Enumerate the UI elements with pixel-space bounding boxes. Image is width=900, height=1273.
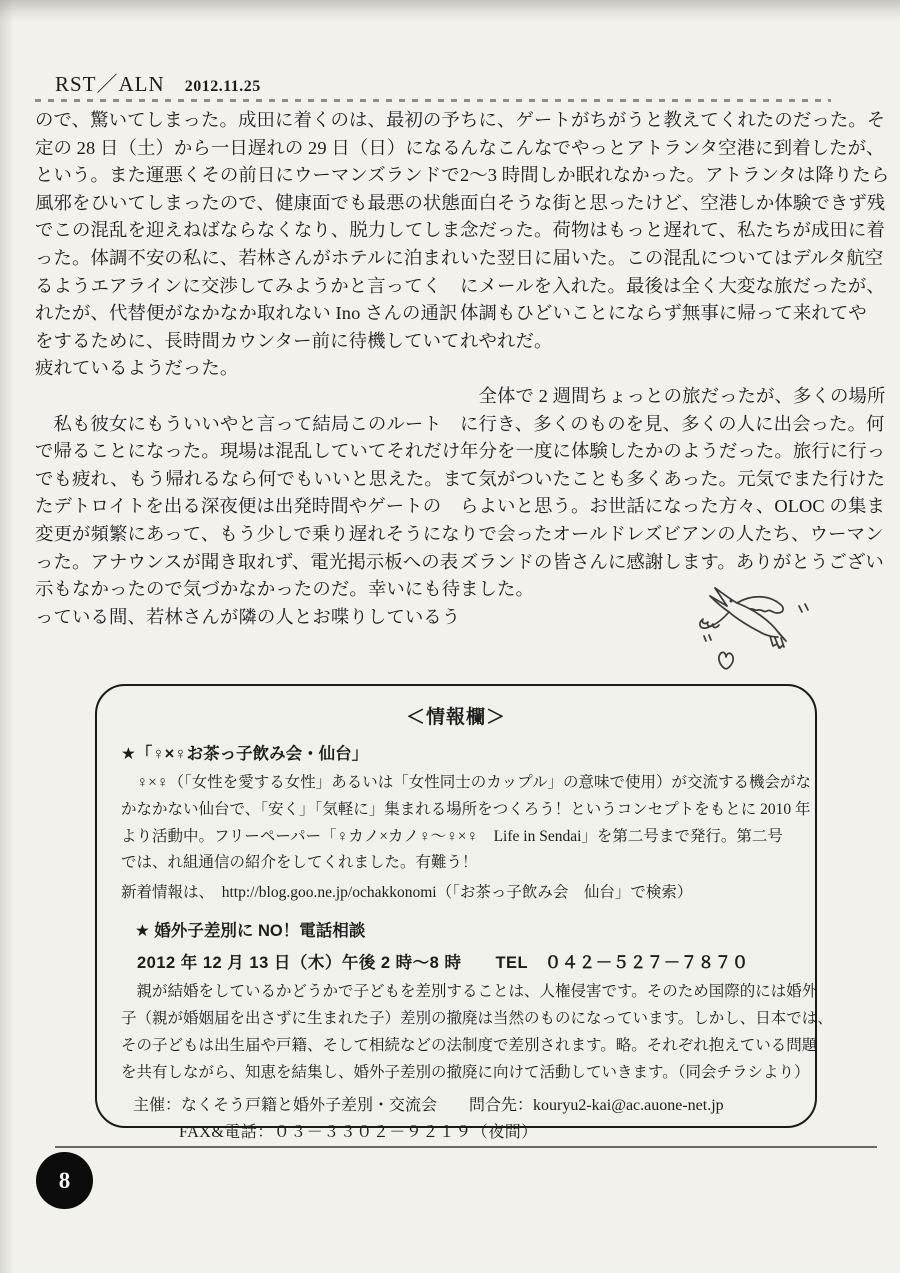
text-line: った。アナウンスが聞き取れず、電光掲示板への表 (35, 551, 459, 572)
text-line: っている間、若林さんが隣の人とお喋りしているう (35, 606, 461, 627)
text-line: を共有しながら、知恵を結集し、婚外子差別の撤廃に向けて活動していきます。（同会チラシより） (121, 1063, 810, 1081)
text-line: 風邪をひいてしまったので、健康面でも最悪の状態 (35, 192, 460, 213)
text-line: でこの混乱を迎えねばならなくなり、脱力してしま (35, 220, 461, 241)
info-box-title: ＜情報欄＞ (405, 707, 506, 728)
text-line: 子（親が婚姻届を出さずに生まれた子）差別の撤廃は当然のものになっています。しかし、日本では、 (121, 1009, 833, 1027)
text-line: 念だった。荷物はもっと遅れて、私たちが成田に着 (460, 220, 885, 241)
section2-organizer-contact: 主催：なくそう戸籍と婚外子差別・交流会 問合先：kouryu2-kai@ac.auone-net.jp (133, 1097, 724, 1115)
text-line (460, 355, 890, 383)
text-line: ました。 (460, 579, 534, 600)
text-line: 2〜3 時間しか眠れなかった。アトランタは降りたら (460, 165, 890, 186)
text-line: という。また運悪くその前日にウーマンズランドで (35, 165, 460, 186)
section2-datetime-tel: 2012 年 12 月 13 日（木）午後 2 時〜8 時 TEL ０４２－５２７－７８７０ (137, 954, 749, 973)
text-line: 全体で 2 週間ちょっとの旅だったが、多くの場所 (460, 385, 886, 406)
text-line: いた翌日に届いた。この混乱についてはデルタ航空 (460, 247, 884, 268)
text-line: 示もなかったので気づかなかったのだ。幸いにも待 (35, 579, 461, 600)
page-number: 8 (58, 1167, 71, 1193)
article-column-right (460, 107, 890, 604)
newsletter-brand: RST／ALN (55, 72, 165, 96)
text-line: 面白そうな街と思ったけど、空港しか体験できず残 (460, 192, 886, 213)
page-number-badge (36, 1152, 93, 1209)
masthead (55, 68, 261, 98)
text-line: 疲れているようだった。 (35, 358, 239, 379)
section1-heading: ★「♀×♀お茶っ子飲み会・仙台」 (121, 745, 369, 763)
text-line: 私も彼女にもういいやと言って結局このルート (35, 413, 442, 434)
text-line: るようエアラインに交渉してみようかと言ってく (35, 275, 442, 296)
text-line: 年分を一度に体験したかのようだった。旅行に行っ (460, 441, 886, 462)
text-line: ♀×♀（「女性を愛する女性」あるいは「女性同士のカップル」の意味で使用）が交流する機会がな (121, 774, 811, 791)
article-column-left (35, 107, 465, 631)
text-line: んなこんなでやっとアトランタ空港に到着したが、 (460, 137, 885, 158)
text-line: 体調もひどいことにならず無事に帰って来れてや (460, 303, 867, 324)
text-line: で帰ることになった。現場は混乱していてそれだけ (35, 441, 461, 462)
text-line: より活動中。フリーペーパー「♀カノ×カノ♀〜♀×♀ Life in Sendai」を第二号まで発行。第二号 (121, 827, 783, 845)
text-line: に行き、多くのものを見、多くの人に出会った。何 (460, 413, 885, 434)
text-line: て気がついたことも多くあった。元気でまた行けた (460, 468, 886, 489)
text-line: りで会ったオールドレズビアンの人たち、ウーマン (460, 523, 884, 544)
text-line: 定の 28 日（土）から一日遅れの 29 日（日）になる (35, 137, 461, 158)
text-line (35, 383, 465, 411)
text-line: では、れ組通信の紹介をしてくれました。有難う！ (121, 854, 478, 872)
text-line: ズランドの皆さんに感謝します。ありがとうござい (460, 551, 884, 572)
text-line: でも疲れ、もう帰れるなら何でもいいと思えた。ま (35, 468, 462, 489)
footer-divider (55, 1146, 877, 1148)
text-line: かなかない仙台で、「安く」「気軽に」集まれる場所をつくろう！というコンセプトをもとに 2010 年 (121, 800, 811, 818)
text-line: 親が結婚をしているかどうかで子どもを差別することは、人権侵害です。そのため国際的には婚外 (121, 983, 818, 1001)
section2-heading: ★ 婚外子差別に NO！電話相談 (135, 922, 366, 941)
text-line: その子どもは出生届や戸籍、そして相続などの法制度で差別されます。略。それぞれ抱えている問題 (121, 1036, 818, 1054)
flying-bird-doodle-icon (680, 575, 820, 675)
section2-body (121, 979, 833, 1086)
text-line: をするために、長時間カウンター前に待機していて (35, 330, 460, 351)
scan-edge-shadow-left (0, 0, 14, 1273)
text-line: れやれだ。 (460, 330, 553, 351)
section2-fax-phone: FAX&電話：０３－３３０２－９２１９（夜間） (179, 1124, 538, 1142)
text-line: にメールを入れた。最後は全く大変な旅だったが、 (460, 275, 885, 296)
text-line: たデトロイトを出る深夜便は出発時間やゲートの (35, 496, 442, 517)
info-box (95, 684, 833, 1142)
scan-edge-shadow-top (0, 0, 900, 22)
section1-body (121, 770, 811, 877)
issue-date: 2012.11.25 (184, 78, 261, 95)
text-line: れたが、代替便がなかなか取れない Ino さんの通訳 (35, 303, 458, 324)
text-line: った。体調不安の私に、若林さんがホテルに泊まれ (35, 247, 460, 268)
section1-blog-url-line: 新着情報は、 http://blog.goo.ne.jp/ochakkonomi（「お茶っ子飲み会 仙台」で検索） (121, 884, 693, 902)
text-line: らよいと思う。お世話になった方々、OLOC の集ま (460, 496, 885, 517)
text-line: 変更が頻繁にあって、もう少しで乗り遅れそうにな (35, 523, 460, 544)
text-line: ので、驚いてしまった。成田に着くのは、最初の予 (35, 110, 460, 130)
text-line: ちに、ゲートがちがうと教えてくれたのだった。そ (460, 110, 886, 130)
dashed-divider (35, 99, 831, 102)
